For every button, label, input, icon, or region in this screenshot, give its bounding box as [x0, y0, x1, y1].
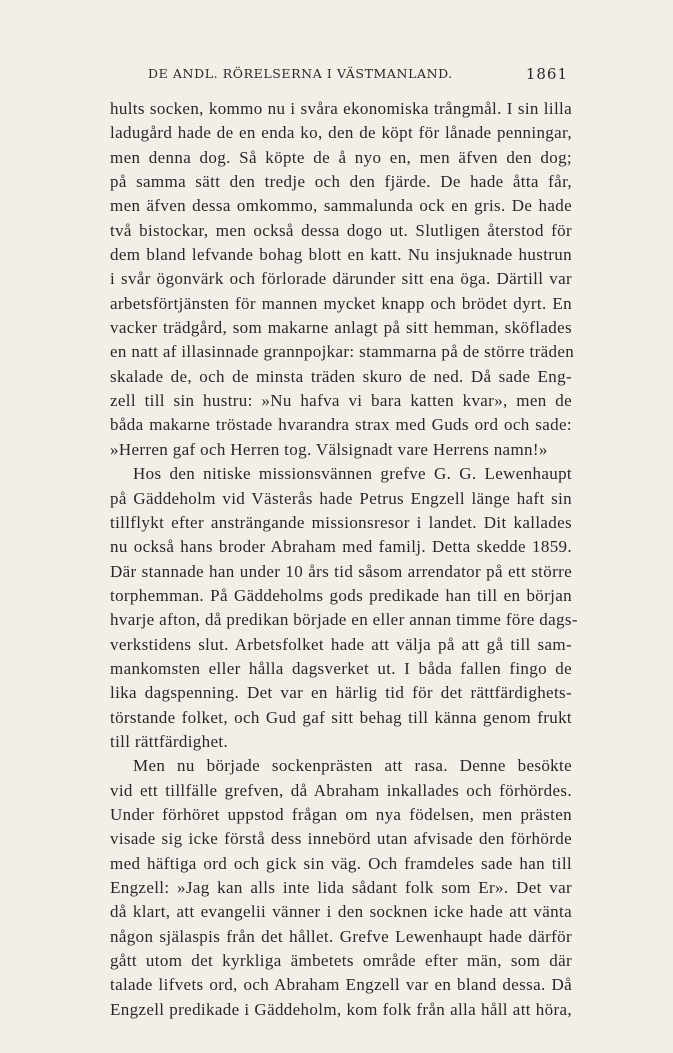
text-line: vacker trädgård, som makarne anlagt på sitt hemman, sköflades — [110, 318, 572, 338]
text-line: båda makarne tröstade hvarandra strax med Guds ord och sade: — [110, 415, 572, 435]
text-line: två bistockar, men också dessa dogo ut. Slutligen återstod för — [110, 220, 572, 240]
text-line: lika dagspenning. Det var en härlig tid för det rättfärdighets- — [110, 683, 572, 703]
text-line: till rättfärdighet. — [110, 731, 229, 751]
text-line: med häftiga ord och gick sin väg. Och framdeles sade han till — [110, 853, 572, 873]
paragraph-first-line: Hos den nitiske missionsvännen grefve G. G. Lewenhaupt — [133, 464, 572, 484]
text-line: visade sig icke förstå dess innebörd utan afvisade den förhörde — [110, 829, 572, 849]
text-line: i svår ögonvärk och förlorade därunder sitt ena öga. Därtill var — [110, 269, 572, 289]
text-line: nu också hans broder Abraham med familj. Detta skedde 1859. — [110, 537, 572, 557]
body-text — [110, 97, 578, 1022]
text-line: Där stannade han under 10 års tid såsom arrendator på ett större — [110, 561, 572, 581]
text-line: Under förhöret uppstod frågan om nya födelsen, men prästen — [110, 804, 572, 824]
running-title: DE ANDL. RÖRELSERNA I VÄSTMANLAND. — [148, 66, 453, 81]
page-number: 1861 — [525, 65, 568, 83]
text-line: ladugård hade de en enda ko, den de köpt för lånade penningar, — [110, 123, 572, 143]
text-line: Engzell: »Jag kan alls inte lida sådant folk som Er». Det var — [110, 878, 572, 897]
text-line: en natt af illasinnade grannpojkar: stammarna på de större träden — [110, 342, 575, 362]
paragraph-first-line: Men nu började sockenprästen att rasa. Denne besökte — [133, 756, 572, 776]
text-line: vid ett tillfälle grefven, då Abraham inkallades och förhördes. — [110, 780, 572, 800]
text-line: Engzell predikade i Gäddeholm, kom folk från alla håll att höra, — [110, 999, 572, 1019]
text-line: mankomsten eller hålla dagsverket ut. I båda fallen fingo de — [110, 658, 572, 678]
text-line: hults socken, kommo nu i svåra ekonomiska trångmål. I sin lilla — [110, 99, 572, 118]
text-line: då klart, att evangelii vänner i den socknen icke hade att vänta — [110, 902, 572, 922]
text-line: zell till sin hustru: »Nu hafva vi bara katten kvar», men de — [110, 391, 572, 411]
text-line: »Herren gaf och Herren tog. Välsignadt vare Herrens namn!» — [110, 439, 548, 459]
text-line: men denna dog. Så köpte de å nyo en, men äfven den dog; — [110, 147, 572, 167]
text-line: törstande folket, och Gud gaf sitt behag till känna genom frukt — [110, 707, 572, 727]
text-line: men äfven dessa omkommo, sammalunda ock en gris. De hade — [110, 196, 572, 216]
text-line: torphemman. På Gäddeholms gods predikade han till en början — [110, 585, 572, 605]
text-line: dem bland lefvande bohag blott en katt. Nu insjuknade hustrun — [110, 245, 572, 265]
text-line: någon själaspis från det hållet. Grefve Lewenhaupt hade därför — [110, 926, 572, 946]
text-line: arbetsförtjänsten för mannen mycket knapp och brödet dyrt. En — [110, 293, 572, 313]
text-line: tillflykt efter ansträngande missionsresor i landet. Dit kallades — [110, 512, 572, 532]
text-line: på Gäddeholm vid Västerås hade Petrus Engzell länge haft sin — [110, 488, 572, 508]
text-line: hvarje afton, då predikan började en eller annan timme före dags- — [110, 610, 578, 630]
text-line: talade lifvets ord, och Abraham Engzell var en bland dessa. Då — [110, 975, 572, 995]
text-line: gått utom det kyrkliga ämbetets område efter män, som där — [110, 951, 572, 971]
text-line: skalade de, och de minsta träden skuro de ned. Då sade Eng- — [110, 366, 572, 386]
text-line: verkstidens slut. Arbetsfolket hade att välja på att gå till sam- — [110, 634, 572, 654]
text-line: på samma sätt den tredje och den fjärde. De hade åtta får, — [110, 172, 572, 192]
